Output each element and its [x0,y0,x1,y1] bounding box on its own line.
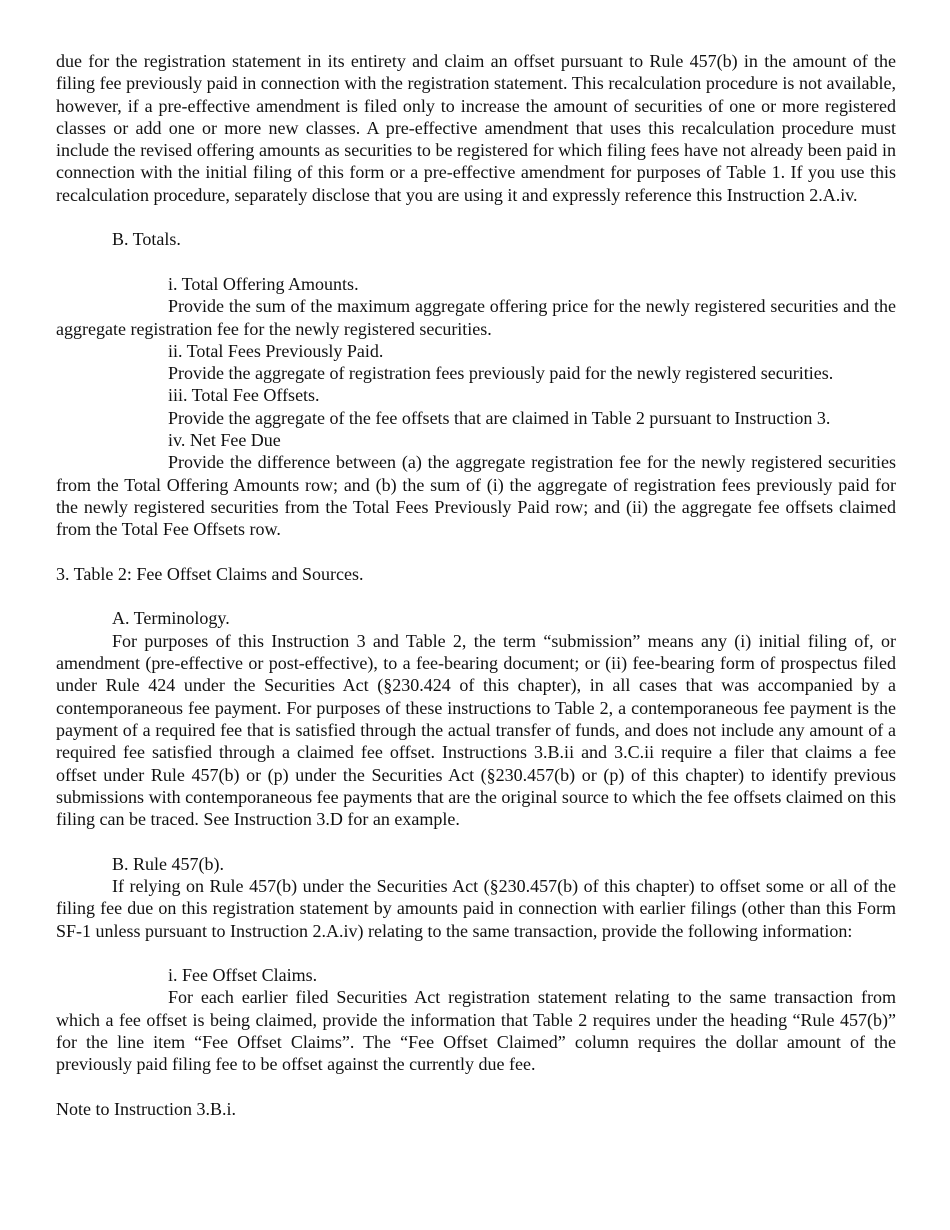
heading-table-2: 3. Table 2: Fee Offset Claims and Sources. [56,563,364,584]
intro-paragraph: due for the registration statement in its entirety and claim an offset pursuant to Rule 457(b) in the amount of the filing fee previously paid in connection with the registration statement. This recalculation procedure is not available, however, if a pre-effective amendment is filed only to increase the amount of securities of one or more registered classes or add one or more new classes. A pre-effective amendment that uses this recalculation procedure must include the revised offering amounts as securities to be registered for which filing fees have not already been paid in connection with the initial filing of this form or a pre-effective amendment for purposes of Table 1. If you use this recalculation procedure, separately disclose that you are using it and expressly reference this Instruction 2.A.iv. [56,51,896,205]
spacer [56,1076,896,1098]
heading-total-fees-previously-paid: ii. Total Fees Previously Paid. [168,340,384,361]
spacer [56,830,896,852]
heading-fee-offset-claims: i. Fee Offset Claims. [168,965,318,986]
heading-terminology: A. Terminology. [112,608,230,629]
spacer [56,251,896,273]
spacer [56,541,896,563]
heading-total-offering-amounts: i. Total Offering Amounts. [168,273,359,294]
paragraph-rule-457b: If relying on Rule 457(b) under the Securities Act (§230.457(b) of this chapter) to offset some or all of the filing fee due on this registration statement by amounts paid in connection with earlier filings (other than this Form SF-1 unless pursuant to Instruction 2.A.iv) relating to the same transaction, provide the following information: [56,875,896,941]
spacer [56,942,896,964]
heading-total-fee-offsets: iii. Total Fee Offsets. [168,385,320,406]
heading-rule-457b: B. Rule 457(b). [112,853,224,874]
paragraph-total-offering-amounts: Provide the sum of the maximum aggregate offering price for the newly registered securities and the aggregate registration fee for the newly registered securities. [56,296,896,339]
spacer [56,585,896,607]
heading-totals: B. Totals. [112,229,181,250]
spacer [56,206,896,228]
heading-note-instruction-3bi: Note to Instruction 3.B.i. [56,1098,236,1119]
paragraph-terminology: For purposes of this Instruction 3 and Table 2, the term “submission” means any (i) initial filing of, or amendment (pre-effective or post-effective), to a fee-bearing document; or (ii) fee-bearing form of prospectus filed under Rule 424 under the Securities Act (§230.424 of this chapter), in all cases that was accompanied by a contemporaneous fee payment. For purposes of these instructions to Table 2, a contemporaneous fee payment is the payment of a required fee that is satisfied through the actual transfer of funds, and does not include any amount of a required fee satisfied through a claimed fee offset. Instructions 3.B.ii and 3.C.ii require a filer that claims a fee offset under Rule 457(b) or (p) under the Securities Act (§230.457(b) or (p) of this chapter) to identify previous submissions with contemporaneous fee payments that are the original source to which the fee offsets claimed on this filing can be traced. See Instruction 3.D for an example. [56,630,896,830]
paragraph-fee-offset-claims: For each earlier filed Securities Act registration statement relating to the same transaction from which a fee offset is being claimed, provide the information that Table 2 requires under the heading “Rule 457(b)” for the line item “Fee Offset Claims”. The “Fee Offset Claimed” column requires the dollar amount of the previously paid filing fee to be offset against the currently due fee. [56,987,896,1075]
paragraph-total-fee-offsets: Provide the aggregate of the fee offsets that are claimed in Table 2 pursuant to Instruction 3. [168,407,831,428]
document-page [56,50,896,1120]
paragraph-net-fee-due: Provide the difference between (a) the aggregate registration fee for the newly registered securities from the Total Offering Amounts row; and (b) the sum of (i) the aggregate of registration fees previously paid for the newly registered securities from the Total Fees Previously Paid row; and (ii) the aggregate fee offsets claimed from the Total Fee Offsets row. [56,452,896,540]
paragraph-total-fees-previously-paid: Provide the aggregate of registration fees previously paid for the newly registered securities. [168,363,834,384]
heading-net-fee-due: iv. Net Fee Due [168,430,281,451]
